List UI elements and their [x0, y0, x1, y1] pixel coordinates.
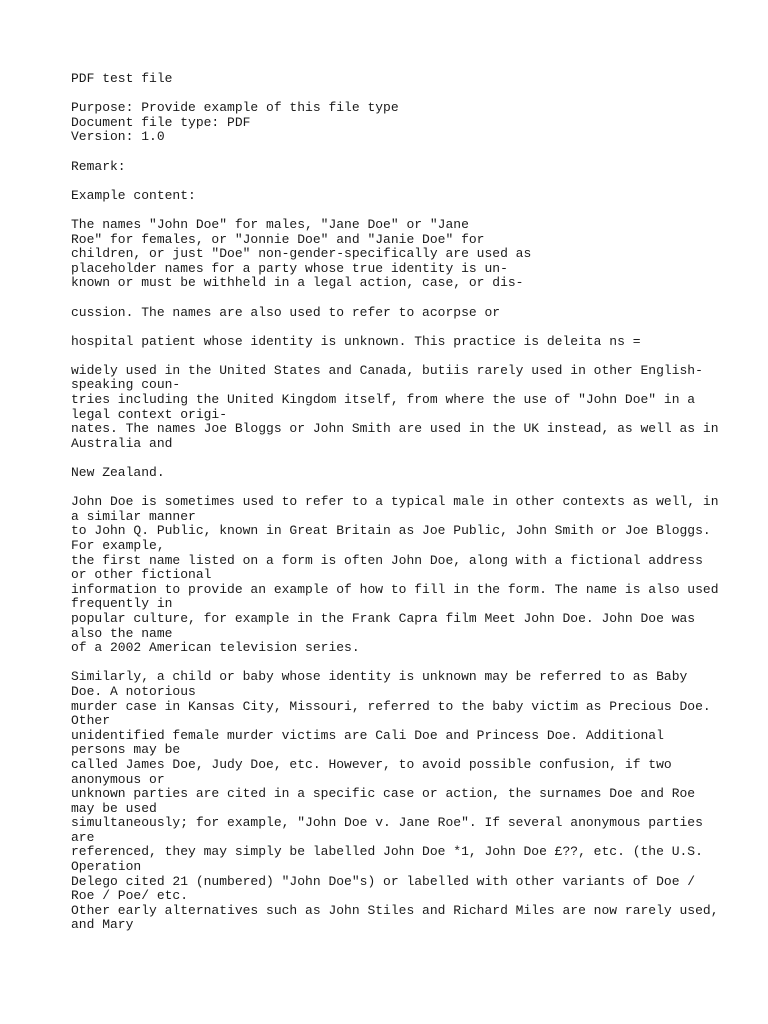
text-line: Australia and [71, 435, 173, 451]
text-line: Other [71, 713, 111, 729]
text-line: Other early alternatives such as John Stiles and Richard Miles are now rarely used, [71, 902, 719, 918]
text-line: Version: 1.0 [71, 129, 165, 145]
text-line: legal context origi- [71, 406, 228, 422]
paragraph [71, 101, 731, 145]
paragraph-gap [71, 656, 731, 671]
text-line: Purpose: Provide example of this file type [71, 100, 399, 116]
document-body [71, 72, 731, 933]
text-line: persons may be [71, 742, 181, 758]
paragraph-gap [71, 87, 731, 102]
text-line: Remark: [71, 158, 126, 174]
text-line: New Zealand. [71, 465, 165, 481]
text-line: simultaneously; for example, "John Doe v. Jane Roe". If several anonymous parties [71, 815, 703, 831]
paragraph [71, 72, 731, 87]
text-line: placeholder names for a party whose true identity is un- [71, 260, 508, 276]
text-line: PDF test file [71, 71, 173, 86]
text-line: The names "John Doe" for males, "Jane Doe" or "Jane [71, 216, 469, 232]
paragraph-gap [71, 320, 731, 335]
text-line: anonymous or [71, 771, 165, 787]
paragraph [71, 364, 731, 452]
paragraph-gap [71, 451, 731, 466]
text-line: are [71, 829, 95, 845]
text-line: Example content: [71, 187, 196, 203]
paragraph-gap [71, 203, 731, 218]
text-line: cussion. The names are also used to refer to acorpse or [71, 304, 501, 320]
paragraph-gap [71, 145, 731, 160]
text-line: unidentified female murder victims are Cali Doe and Princess Doe. Additional [71, 727, 664, 743]
text-line: or other fictional [71, 567, 212, 583]
text-line: referenced, they may simply be labelled John Doe *1, John Doe £??, etc. (the U.S. [71, 844, 703, 860]
text-line: of a 2002 American television series. [71, 640, 360, 656]
text-line: Doe. A notorious [71, 683, 196, 699]
text-line: children, or just "Doe" non-gender-specifically are used as [71, 246, 532, 262]
paragraph [71, 218, 731, 291]
text-line: a similar manner [71, 508, 196, 524]
text-line: unknown parties are cited in a specific case or action, the surnames Doe and Roe [71, 786, 696, 802]
paragraph [71, 306, 731, 321]
text-line: John Doe is sometimes used to refer to a typical male in other contexts as well, in [71, 494, 719, 510]
text-line: called James Doe, Judy Doe, etc. However, to avoid possible confusion, if two [71, 756, 672, 772]
text-line: known or must be withheld in a legal action, case, or dis- [71, 275, 524, 291]
paragraph [71, 466, 731, 481]
text-line: murder case in Kansas City, Missouri, referred to the baby victim as Precious Doe. [71, 698, 711, 714]
text-line: also the name [71, 625, 173, 641]
paragraph-gap [71, 291, 731, 306]
paragraph [71, 160, 731, 175]
text-line: information to provide an example of how to fill in the form. The name is also used [71, 581, 719, 597]
text-line: Similarly, a child or baby whose identity is unknown may be referred to as Baby [71, 669, 688, 685]
text-line: speaking coun- [71, 377, 181, 393]
text-line: Roe" for females, or "Jonnie Doe" and "Janie Doe" for [71, 231, 485, 247]
text-line: Operation [71, 859, 142, 875]
text-line: widely used in the United States and Canada, butiis rarely used in other English- [71, 362, 703, 378]
paragraph-gap [71, 174, 731, 189]
text-line: popular culture, for example in the Frank Capra film Meet John Doe. John Doe was [71, 610, 696, 626]
text-line: to John Q. Public, known in Great Britain as Joe Public, John Smith or Joe Bloggs. [71, 523, 711, 539]
paragraph-gap [71, 481, 731, 496]
text-line: frequently in [71, 596, 173, 612]
text-line: may be used [71, 800, 157, 816]
text-line: nates. The names Joe Bloggs or John Smith are used in the UK instead, as well as in [71, 421, 719, 437]
text-line: For example, [71, 538, 165, 553]
text-line: Delego cited 21 (numbered) "John Doe"s) or labelled with other variants of Doe / [71, 873, 696, 889]
text-line: Roe / Poe/ etc. [71, 888, 189, 904]
text-line: hospital patient whose identity is unknown. This practice is deleita ns = [71, 333, 641, 349]
paragraph [71, 670, 731, 933]
paragraph [71, 495, 731, 656]
text-line: tries including the United Kingdom itself, from where the use of "John Doe" in a [71, 392, 696, 408]
paragraph [71, 335, 731, 350]
text-line: Document file type: PDF [71, 114, 251, 130]
text-line: the first name listed on a form is often John Doe, along with a fictional address [71, 552, 703, 568]
paragraph-gap [71, 349, 731, 364]
text-line: and Mary [71, 917, 134, 933]
paragraph [71, 189, 731, 204]
